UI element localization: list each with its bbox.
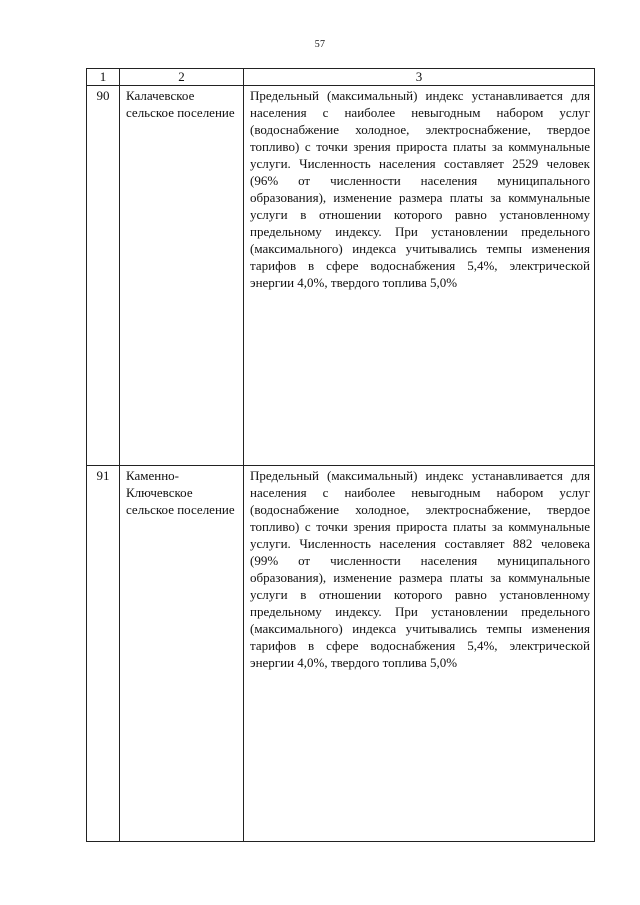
page-number: 57 (314, 39, 326, 50)
settlement-name: Калачевское сельское поселение (120, 86, 244, 466)
row-number: 90 (87, 86, 120, 466)
header-cell-3: 3 (244, 69, 595, 86)
index-description: Предельный (максимальный) индекс устанавливается для населения с наиболее невыгодным набором услуг (водоснабжение холодное, электроснабжение, твердое топливо) с точки зрения прироста платы за коммунальные услуги. Численность населения составляет 882 человека (99% от численности населения муниципального образования), изменение размера платы за коммунальные услуги в отношении которого равно установленному предельному индексу. При установлении предельного (максимального) индекса учитывались темпы изменения тарифов в сфере водоснабжения 5,4%, электрической энергии 4,0%, твердого топлива 5,0% (244, 466, 595, 842)
table-row (87, 86, 595, 466)
index-description: Предельный (максимальный) индекс устанавливается для населения с наиболее невыгодным набором услуг (водоснабжение холодное, электроснабжение, твердое топливо) с точки зрения прироста платы за коммунальные услуги. Численность населения составляет 2529 человек (96% от численности населения муниципального образования), изменение размера платы за коммунальные услуги в отношении которого равно установленному предельному индексу. При установлении предельного (максимального) индекса учитывались темпы изменения тарифов в сфере водоснабжения 5,4%, электрической энергии 4,0%, твердого топлива 5,0% (244, 86, 595, 466)
row-number: 91 (87, 466, 120, 842)
header-cell-2: 2 (120, 69, 244, 86)
header-cell-1: 1 (87, 69, 120, 86)
table-header-row (87, 69, 595, 86)
tariff-index-table (86, 68, 595, 842)
table-row (87, 466, 595, 842)
settlement-name: Каменно-Ключевское сельское поселение (120, 466, 244, 842)
